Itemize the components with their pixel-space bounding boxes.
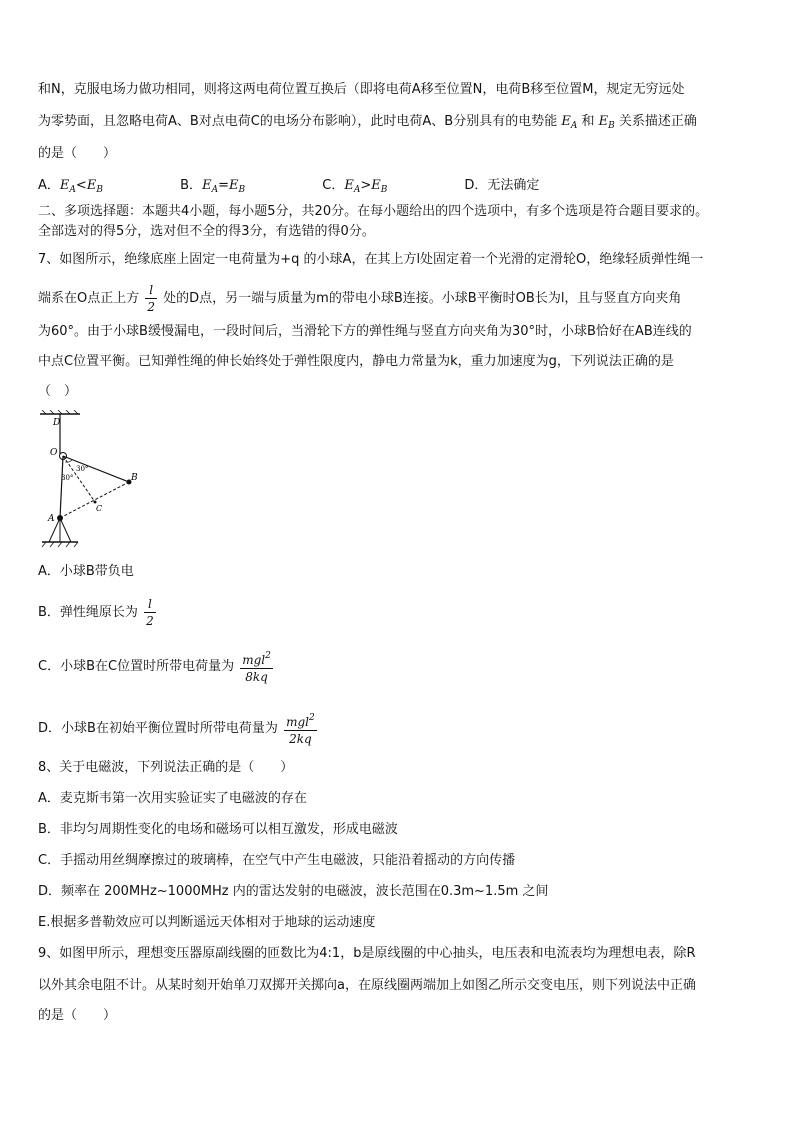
q7-line4: 中点C位置平衡。已知弹性绳的伸长始终处于弹性限度内，静电力常量为k，重力加速度为g，下列说法正确的是	[38, 354, 674, 369]
q7-line2-end: 处的D点，另一端与质量为m的带电小球B连接。小球B平衡时OB长为l，且与竖直方向夹角	[163, 291, 682, 306]
q7-option-c[interactable]: C．小球B在C位置时所带电荷量为 $\frac{mgl^2}{8kq}$	[38, 648, 275, 685]
q6-option-c[interactable]: C．$E_A>E_B$	[322, 178, 388, 195]
and-word: 和	[581, 114, 595, 129]
energy-symbol-a: $E_A$	[561, 114, 578, 131]
label-B: B	[131, 473, 138, 483]
q8-stem: 8、关于电磁波，下列说法正确的是（ ）	[38, 760, 294, 775]
q9-line3: 的是（ ）	[38, 1008, 117, 1023]
q8-option-a[interactable]: A．麦克斯韦第一次用实验证实了电磁波的存在	[38, 791, 307, 806]
q7-line2	[38, 282, 681, 315]
label-C: C	[96, 504, 103, 513]
q8-option-c[interactable]: C．手摇动用丝绸摩擦过的玻璃棒，在空气中产生电磁波，只能沿着摇动的方向传播	[38, 853, 516, 868]
label-O: O	[50, 448, 58, 458]
fraction-l-over-2: $\frac{l}{2}$	[147, 283, 156, 314]
q7-line5: （ ）	[38, 384, 78, 399]
q9-line1: 9、如图甲所示，理想变压器原副线圈的匝数比为4:1，b是原线圈的中心抽头，电压表和电流表均为理想电表，除R	[38, 946, 696, 961]
section2-line2: 全部选对的得5分，选对但不全的得3分，有选错的得0分。	[38, 224, 375, 239]
angle-label-1: 30°	[76, 465, 89, 473]
q6-options	[38, 176, 539, 200]
q7-line1: 7、如图所示，绝缘底座上固定一电荷量为+q 的小球A，在其上方l处固定着一个光滑的定滑轮O，绝缘轻质弹性绳一	[38, 252, 704, 267]
q6-text-line2	[38, 112, 697, 136]
q6-text-line2-main: 为零势面，且忽略电荷A、B对点电荷C的电场分布影响），此时电荷A、B分别具有的电势能	[38, 114, 558, 129]
q7-line3: 为60°。由于小球B缓慢漏电，一段时间后，当滑轮下方的弹性绳与竖直方向夹角为30°时，小球B恰好在AB连线的	[38, 324, 692, 339]
angle-label-2: 30°	[61, 474, 74, 482]
q6-option-b[interactable]: B．$E_A=E_B$	[180, 178, 246, 195]
q6-text-line3: 的是（ ）	[38, 146, 117, 161]
q6-option-a[interactable]: A．$E_A<E_B$	[38, 178, 103, 195]
label-A: A	[48, 514, 55, 524]
q7-option-d[interactable]: D．小球B在初始平衡位置时所带电荷量为 $\frac{mgl^2}{2kq}$	[38, 710, 319, 747]
q7-option-a[interactable]: A．小球B带负电	[38, 564, 134, 579]
energy-symbol-b: $E_B$	[598, 114, 615, 131]
dashed-AB	[60, 482, 129, 518]
pulley-diagram	[38, 410, 148, 555]
q8-option-b[interactable]: B．非均匀周期性变化的电场和磁场可以相互激发，形成电磁波	[38, 822, 398, 837]
q7-option-b[interactable]: B．弹性绳原长为 $\frac{l}{2}$	[38, 597, 154, 628]
q7-figure	[38, 410, 148, 559]
q6-text-line1: 和N，克服电场力做功相同，则将这两电荷位置互换后（即将电荷A移至位置N，电荷B移至位置M，规定无穷远处	[38, 82, 685, 97]
q7-line2-start: 端系在O点正上方	[38, 291, 140, 306]
q6-option-d[interactable]: D．无法确定	[464, 178, 540, 193]
section2-line1: 二、多项选择题：本题共4小题，每小题5分，共20分。在每小题给出的四个选项中，有多个选项是符合题目要求的。	[38, 204, 709, 219]
q8-option-e[interactable]: E.根据多普勒效应可以判断遥远天体相对于地球的运动速度	[38, 915, 376, 930]
line-OA	[60, 456, 63, 518]
q6-text-line2-tail: 关系描述正确	[618, 114, 697, 129]
label-D: D	[53, 418, 61, 428]
q9-line2: 以外其余电阻不计。从某时刻开始单刀双掷开关掷向a，在原线圈两端加上如图乙所示交变电压，则下列说法中正确	[38, 978, 696, 993]
q8-option-d[interactable]: D．频率在 200MHz~1000MHz 内的雷达发射的电磁波，波长范围在0.3m~1.5m 之间	[38, 884, 549, 899]
